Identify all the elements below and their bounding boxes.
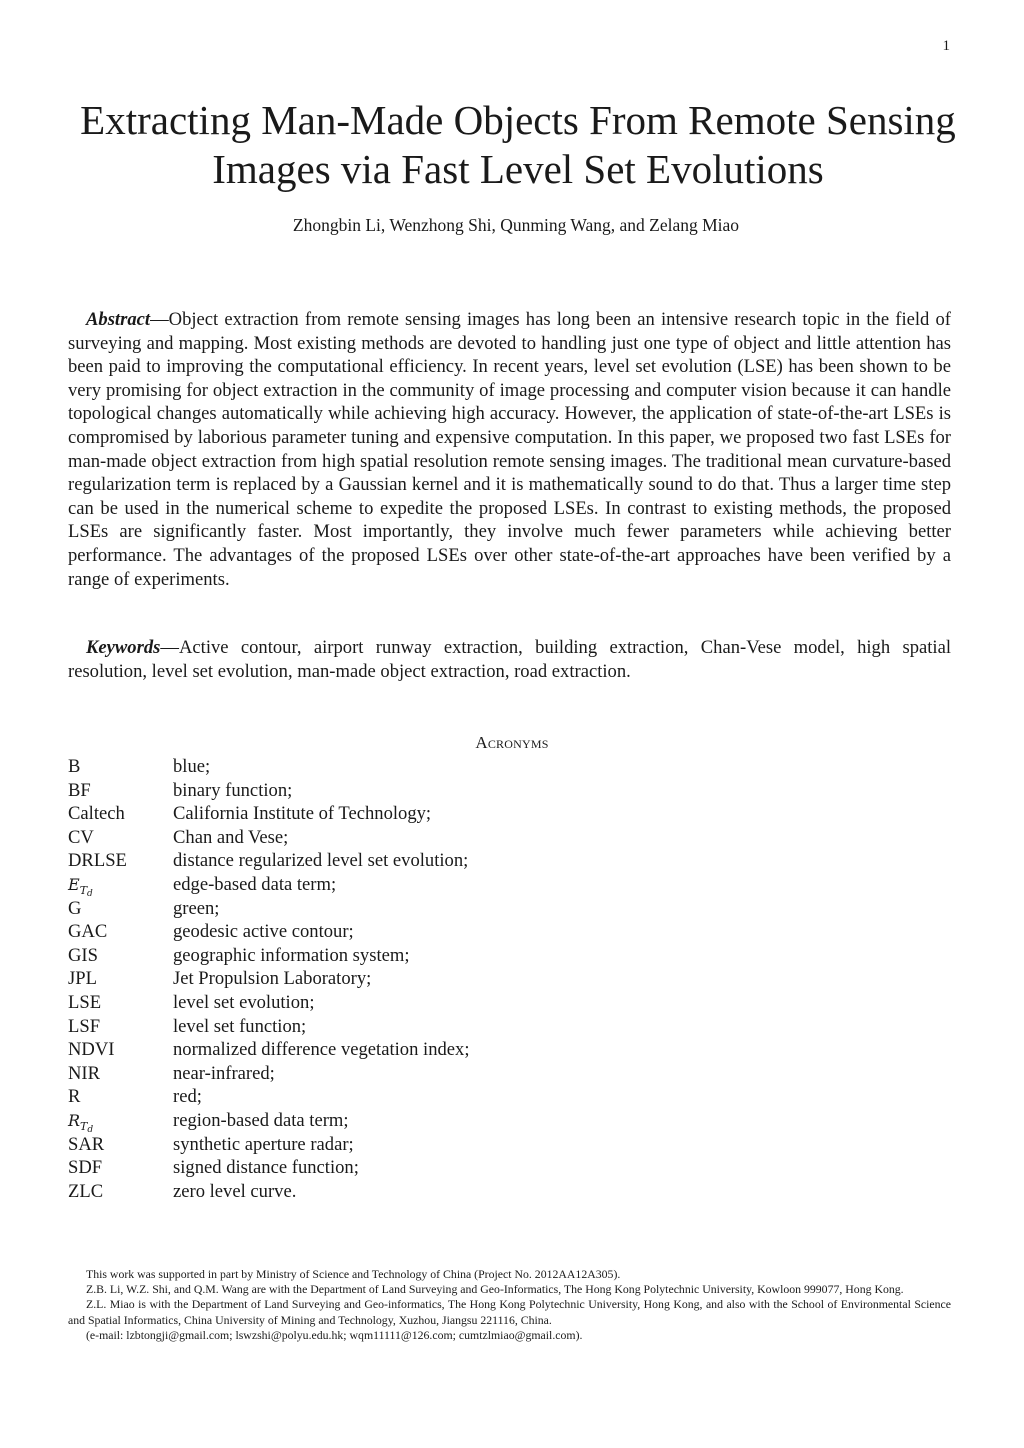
abstract-text: —Object extraction from remote sensing images has long been an intensive research topic in the field of surveying and mapping. Most existing methods are devoted to handling just one type of object and little attention has been paid to improving the computational efficiency. In recent years, level set evolution (LSE) has been shown to be very promising for object extraction in the community of image processing and computer vision because it can handle topological changes automatically while achieving high accuracy. However, the application of state-of-the-art LSEs is compromised by laborious parameter tuning and expensive computation. In this paper, we proposed two fast LSEs for man-made object extraction from high spatial resolution remote sensing images. The traditional mean curvature-based regularization term is replaced by a Gaussian kernel and it is mathematically sound to do that. Thus a larger time step can be used in the numerical scheme to expedite the proposed LSEs. In contrast to existing methods, the proposed LSEs are significantly faster. Most importantly, they involve much fewer parameters while achieving better performance. The advantages of the proposed LSEs over other state-of-the-art approaches have been verified by a range of experiments. [68, 309, 951, 590]
acronym-definition: green; [173, 897, 220, 919]
acronym-definition: blue; [173, 756, 211, 777]
footnotes [68, 1267, 951, 1343]
footnote-funding: This work was supported in part by Ministry of Science and Technology of China (Project No. 2012AA12A305). [86, 1267, 621, 1281]
acronym-definition: region-based data term; [173, 1109, 349, 1131]
acronym-row [68, 781, 948, 805]
acronym-row [68, 946, 948, 970]
acronym-definition: signed distance function; [173, 1157, 359, 1179]
acronym-term: JPL [68, 968, 97, 990]
footnote-emails: (e-mail: lzbtongji@gmail.com; lswzshi@polyu.edu.hk; wqm11111@126.com; cumtzlmiao@gmail.com). [86, 1327, 583, 1342]
acronym-term [68, 875, 173, 899]
acronym-definition: geodesic active contour; [173, 921, 354, 943]
acronyms-heading: Acronyms [475, 733, 549, 752]
acronym-row [68, 969, 948, 993]
acronym-row [68, 851, 948, 875]
acronym-term: ZLC [68, 1180, 104, 1202]
acronym-term: G [68, 897, 82, 919]
acronym-row [68, 1040, 948, 1064]
acronym-term: B [68, 756, 81, 777]
acronym-term: GIS [68, 944, 98, 966]
acronym-term: LSE [68, 991, 102, 1013]
acronym-definition: near-infrared; [173, 1062, 275, 1084]
math-symbol: $R_{T_d}$ [68, 1110, 94, 1135]
acronym-row [68, 875, 948, 899]
acronym-term: LSF [68, 1015, 101, 1037]
acronym-definition: Chan and Vese; [173, 826, 289, 848]
acronym-row [68, 922, 948, 946]
acronym-definition: California Institute of Technology; [173, 803, 432, 825]
acronym-definition: level set function; [173, 1015, 307, 1037]
footnote-affiliation-2: Z.L. Miao is with the Department of Land Surveying and Geo-informatics, The Hong Kong Polytechnic University, Hong Kong, and also with the School of Environmental Science and Spatial Informatics, China University of Mining and Technology, Xuzhou, Jiangsu 221116, China. [68, 1297, 951, 1327]
acronym-row [68, 1182, 948, 1206]
acronym-term: BF [68, 779, 91, 801]
acronym-term: SDF [68, 1157, 103, 1179]
keywords [68, 636, 951, 683]
author-list: Zhongbin Li, Wenzhong Shi, Qunming Wang, and Zelang Miao [292, 215, 740, 235]
acronym-definition: geographic information system; [173, 944, 410, 966]
math-symbol: $E_{T_d}$ [68, 874, 93, 899]
acronym-row [68, 757, 948, 781]
acronym-term: GAC [68, 921, 108, 943]
keywords-text: —Active contour, airport runway extraction, building extraction, Chan-Vese model, high spatial resolution, level set evolution, man-made object extraction, road extraction. [68, 637, 951, 682]
acronym-definition: distance regularized level set evolution; [173, 850, 469, 872]
acronym-row [68, 1064, 948, 1088]
acronym-term: CV [68, 826, 94, 848]
acronym-list [68, 757, 948, 1205]
abstract-label: Abstract [86, 309, 151, 330]
acronym-term: Caltech [68, 803, 125, 825]
acronym-definition: red; [173, 1086, 202, 1108]
acronym-definition: Jet Propulsion Laboratory; [173, 968, 372, 990]
page-number: 1 [942, 38, 950, 54]
abstract [68, 308, 951, 591]
acronym-row [68, 993, 948, 1017]
acronym-definition: level set evolution; [173, 991, 315, 1013]
acronym-definition: zero level curve. [173, 1180, 297, 1202]
acronym-term: R [68, 1086, 81, 1108]
keywords-label: Keywords [86, 637, 161, 658]
acronym-term: SAR [68, 1133, 105, 1155]
acronym-term: NDVI [68, 1039, 115, 1061]
acronym-term: DRLSE [68, 850, 127, 872]
paper-title: Extracting Man-Made Objects From Remote Sensing Images via Fast Level Set Evolutions [80, 97, 956, 192]
acronym-row [68, 1017, 948, 1041]
acronym-row [68, 1135, 948, 1159]
acronym-term [68, 1111, 173, 1135]
footnote-affiliation-1: Z.B. Li, W.Z. Shi, and Q.M. Wang are with the Department of Land Surveying and Geo-Informatics, The Hong Kong Polytechnic University, Kowloon 999077, Hong Kong. [86, 1282, 904, 1297]
acronym-row [68, 1111, 948, 1135]
acronym-row [68, 1087, 948, 1111]
acronym-term: NIR [68, 1062, 101, 1084]
acronym-definition: binary function; [173, 779, 293, 801]
acronym-definition: synthetic aperture radar; [173, 1133, 354, 1155]
acronym-definition: edge-based data term; [173, 873, 337, 895]
acronym-row [68, 828, 948, 852]
acronym-row [68, 899, 948, 923]
acronym-row [68, 1158, 948, 1182]
acronym-row [68, 804, 948, 828]
acronym-definition: normalized difference vegetation index; [173, 1039, 470, 1061]
